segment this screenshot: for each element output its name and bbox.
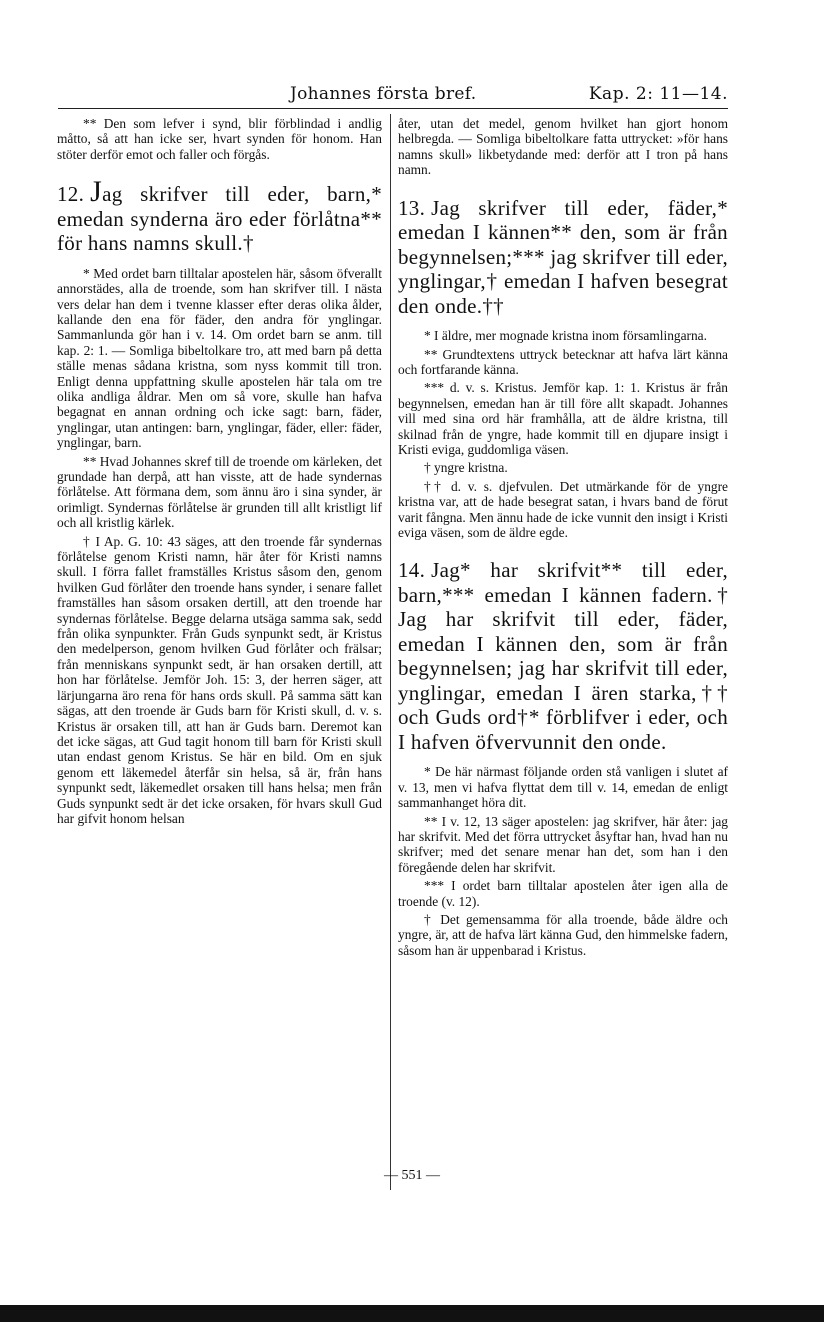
verse-text: Jag skrifver till eder, fäder,* emedan I kännen** den, som är från begynnelsen;*** jag skrifver till eder, ynglingar,† emedan I hafven besegrat den onde.†† — [398, 195, 728, 318]
continued-footnote: åter, utan det medel, genom hvilket han gjort honom helbregda. — Somliga bibeltolkare fatta uttrycket: »för hans namns skull» likbetydande med: derför att I tron på hans namn. — [398, 116, 728, 178]
footnote: †† d. v. s. djefvulen. Det utmärkande för de yngre kristna var, att de hade besegrat satan, i hvars band de förut varit fångna. Men ännu hade de icke vunnit den insigt i Kristi eviga väsen, som de äldre egde. — [398, 478, 728, 540]
footnote: *** I ordet barn tilltalar apostelen åter igen alla de troende (v. 12). — [398, 878, 728, 909]
header-rule — [58, 108, 728, 109]
footnote: † I Ap. G. 10: 43 säges, att den troende får syndernas förlåtelse genom Kristi namn, här åter för Kristi namns skull. I förra fallet framställes Kristus såsom den, genom hvilken Gud förlåter den troende hans synder, i senare fallet framställes han såsom orsaken dertill, att den troende har syndernas förlåtelse. Begge delarna utsäga samma sak, sedd från olika synpunkter. Från Guds synpunkt sedt, är Kristus den medelperson, genom hvilken Gud förlåter och frälsar; från menniskans synpunkt sedt, är han orsaken dertill, att hon har förlåtelse. Jemför Joh. 15: 3, der herren säger, att lärjungarna äro rena för hans ords skull. På samma sätt kan sägas, att den troende är Guds barn för Kristi skull, d. v. s. Kristus är orsaken till, att han är Guds barn. Deremot kan det icke sägas, att Gud tagit honom till barn för Kristi skull utan endast genom Kristus. Se här en bild. Om en sjuk genom ett läkemedel återfår sin helsa, så är, från hans synpunkt sedt, läkemedlet orsaken till hans helsa; men från Guds synpunkt sedt är det icke orsaken, för hvars skull Gud har gifvit honom helsan — [57, 533, 382, 826]
footnote: * I äldre, mer mognade kristna inom församlingarna. — [424, 328, 707, 344]
footnote: ** Hvad Johannes skref till de troende om kärleken, det grundade han derpå, att han visste, att de hade syndernas förlåtelse. Att förmana dem, som ännu äro i sina synder, är orimligt. Syndernas förlåtelse är grunden till allt kristligt lif och all kristlig kärlek. — [57, 453, 382, 531]
right-column — [398, 116, 728, 961]
continued-footnote: ** Den som lefver i synd, blir förblindad i andlig måtto, så att han icke ser, hvart synden för honom. Han stöter derför emot och faller och förgås. — [57, 116, 382, 162]
verse-number: 13. — [398, 195, 426, 220]
verse-12 — [57, 175, 382, 256]
left-column — [57, 116, 382, 829]
drop-cap: J — [90, 175, 103, 209]
footnote: † Det gemensamma för alla troende, både äldre och yngre, är, att de hafva lärt känna Gud, den himmelske fadern, såsom han är uppenbarad i Kristus. — [398, 912, 728, 958]
verse-14 — [398, 558, 728, 754]
verse-13 — [398, 196, 728, 319]
footnote: ** I v. 12, 13 säger apostelen: jag skrifver, här åter: jag har skrifvit. Med det förra uttrycket åsyftar han, hvad han nu skrifver; med det senare menar han det, som han i den föregående delen har skrifvit. — [398, 813, 728, 875]
verse-number: 14. — [398, 558, 426, 583]
chapter-reference: Kap. 2: 11—14. — [588, 84, 728, 104]
verse-number: 12. — [57, 182, 85, 207]
footnote: *** d. v. s. Kristus. Jemför kap. 1: 1. Kristus är från begynnelsen, emedan han är till före allt skapadt. Johannes vill med sina ord här framhålla, att de äldre kristna, till skilnad från de yngre, hade kommit till en djupare insigt i Kristi eviga, guddomliga väsen. — [398, 380, 728, 457]
running-title: Johannes första bref. — [290, 84, 477, 104]
page-header — [58, 84, 728, 108]
footnote: * De här närmast följande orden stå vanligen i slutet af v. 13, men vi hafva flyttat dem till v. 14, emedan de enligt sammanhanget höra dit. — [398, 764, 728, 811]
footnote: ** Grundtextens uttryck betecknar att hafva lärt känna och fortfarande känna. — [398, 346, 728, 377]
verse-text: Jag* har skrifvit** till eder, barn,*** emedan I kännen fadern.† Jag har skrifvit till eder, fäder, emedan I kännen den, som är från begynnelsen; jag har skrifvit till eder, ynglingar, emedan I ären starka,†† och Guds ord†* förblifver i eder, och I hafven öfvervunnit den onde. — [398, 558, 728, 754]
verse-text: ag skrifver till eder, barn,* emedan synderna äro eder förlåtna** för hans namns skull.† — [57, 182, 382, 256]
footnote: † yngre kristna. — [424, 460, 508, 476]
scan-edge-bar — [0, 1305, 824, 1322]
column-divider — [390, 114, 391, 1190]
footnote: * Med ordet barn tilltalar apostelen här, såsom öfverallt annorstädes, alla de troende, som han skrifver till. I nästa vers delar han dem i tvenne klasser efter deras olika ålder, kallande den ena för fäder, den andra för ynglingar. Sammanlunda gör han i v. 14. Om ordet barn se anm. till kap. 2: 1. — Somliga bibeltolkare tro, att med barn på detta ställe menas sådana kristna, som nyss kommit till tron. Enligt denna uppfattning skulle apostelen här tala om tre olika andliga åldrar. Men om så vore, skulle han hafva begagnat en annan ordning och icke sagt: barn, fäder, ynglingar, utan antingen: barn, ynglingar, fäder, eller: fäder, ynglingar, barn. — [57, 265, 382, 451]
page-number: — 551 — — [384, 1168, 440, 1183]
